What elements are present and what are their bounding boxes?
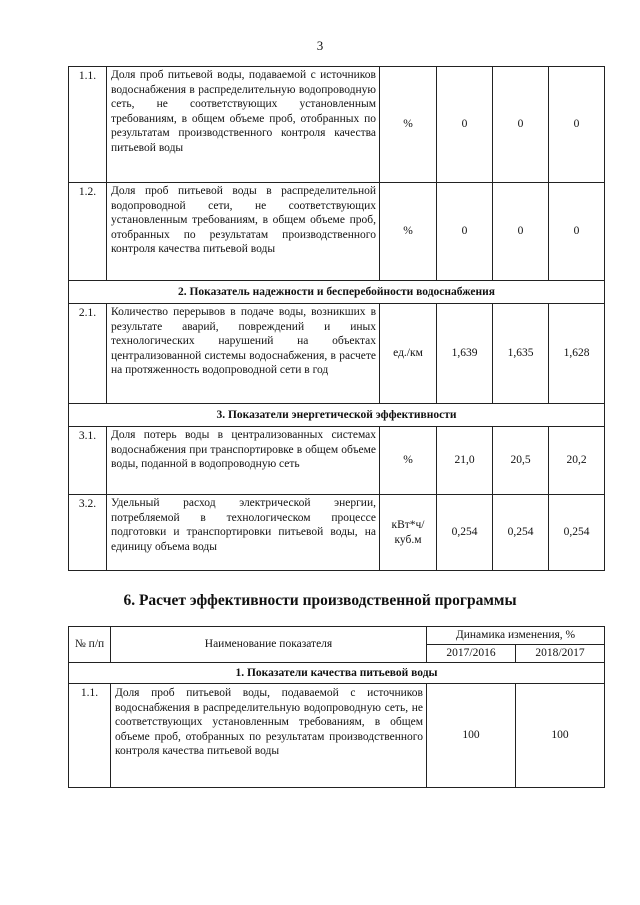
section-title: 1. Показатели качества питьевой воды [69,663,605,684]
indicator-name: Доля потерь воды в централизованных системах водоснабжения при транспортировке в общем объеме воды, поданной в водопроводную сеть [107,427,380,495]
unit: ед./км [380,304,437,404]
unit: % [380,183,437,281]
row-number: 3.1. [69,427,107,495]
page-number: 3 [316,38,324,53]
col-dynamics-header: Динамика изменения, % [427,627,605,645]
table-row [69,427,605,495]
indicator-name: Удельный расход электрической энергии, потребляемой в технологическом процессе подготовки и транспортировки питьевой воды, на единицу объема воды [107,495,380,571]
row-number: 1.1. [69,684,111,788]
value-2017: 0 [493,183,549,281]
section-heading: 6. Расчет эффективности производственной программы [123,592,517,609]
unit: % [380,427,437,495]
indicator-name: Доля проб питьевой воды в распределительной водопроводной сети, не соответствующих установленным требованиям, в общем объеме проб, отобранных по результатам производственного контроля качества питьевой воды [107,183,380,281]
row-number: 2.1. [69,304,107,404]
unit: % [380,67,437,183]
table-row [69,183,605,281]
value-2018: 20,2 [549,427,605,495]
indicator-name: Количество перерывов в подаче воды, возникших в результате аварий, повреждений и иных технологических нарушений на объектах централизованной системы водоснабжения, в расчете на протяженность водопроводной сети в год [107,304,380,404]
table-row [69,304,605,404]
row-number: 3.2. [69,495,107,571]
table-row [69,67,605,183]
period-header: 2018/2017 [516,645,605,663]
indicator-name: Доля проб питьевой воды, подаваемой с источников водоснабжения в распределительную водопроводную сеть, не соответствующих установленным требованиям, в общем объеме проб, отобранных по результатам производственного контроля качества питьевой воды [107,67,380,183]
row-number: 1.2. [69,183,107,281]
value-2017: 0,254 [493,495,549,571]
section-header [69,404,605,427]
section-header [69,281,605,304]
indicators-table [68,66,605,571]
value-2016: 0 [437,67,493,183]
row-number: 1.1. [69,67,107,183]
table-row [69,684,605,788]
section-title: 3. Показатели энергетической эффективности [69,404,605,427]
value-2016: 0 [437,183,493,281]
efficiency-table [68,626,605,788]
value-2016: 21,0 [437,427,493,495]
value-2017: 20,5 [493,427,549,495]
header-row [69,627,605,645]
section-header [69,663,605,684]
value-2017: 1,635 [493,304,549,404]
dynamics-2018-2017: 100 [516,684,605,788]
value-2018: 0 [549,67,605,183]
section-title: 2. Показатель надежности и бесперебойности водоснабжения [69,281,605,304]
value-2016: 1,639 [437,304,493,404]
col-name-header: Наименование показателя [111,627,427,663]
table-row [69,495,605,571]
period-header: 2017/2016 [427,645,516,663]
value-2018: 1,628 [549,304,605,404]
col-number-header: № п/п [69,627,111,663]
value-2016: 0,254 [437,495,493,571]
value-2018: 0,254 [549,495,605,571]
unit: кВт*ч/ куб.м [380,495,437,571]
indicator-name: Доля проб питьевой воды, подаваемой с источников водоснабжения в распределительную водопроводную сеть, не соответствующих установленным требованиям, в общем объеме проб, отобранных по результатам производственного контроля качества питьевой воды [111,684,427,788]
dynamics-2017-2016: 100 [427,684,516,788]
value-2018: 0 [549,183,605,281]
value-2017: 0 [493,67,549,183]
